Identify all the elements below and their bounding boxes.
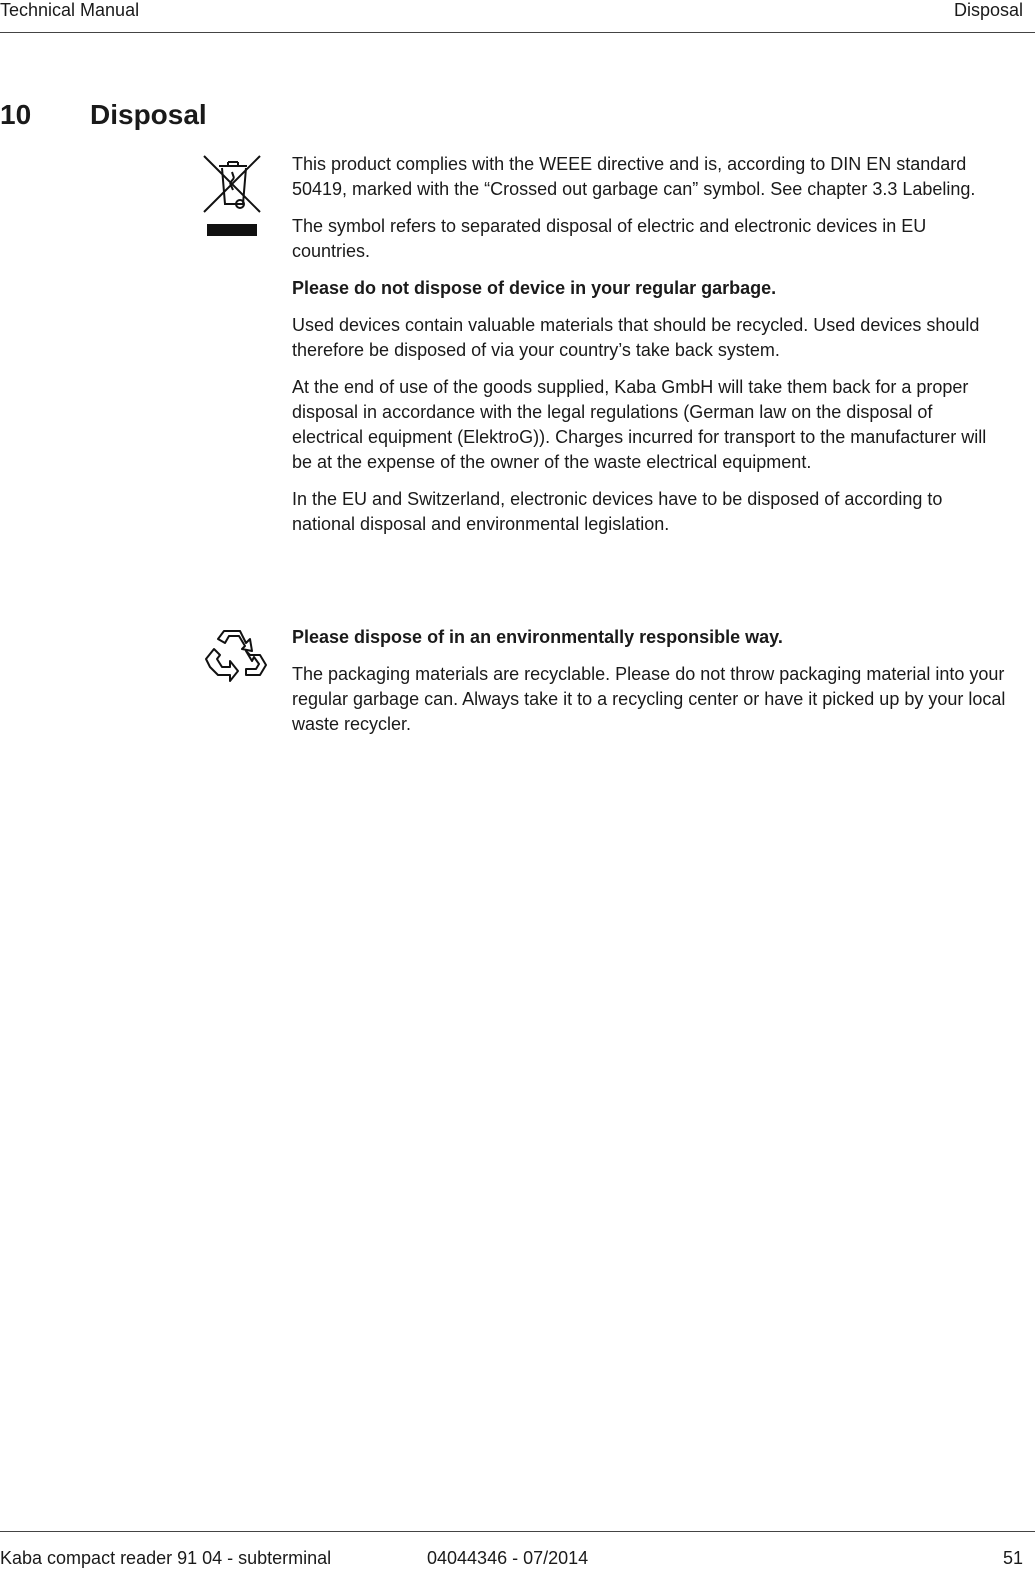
section-title — [0, 98, 207, 132]
weee-paragraph: In the EU and Switzerland, electronic devices have to be disposed of according to national disposal and environmental legislation. — [292, 489, 943, 534]
weee-text — [292, 152, 1008, 549]
weee-paragraph: This product complies with the WEEE directive and is, according to DIN EN standard 50419, marked with the “Crossed out garbage can” symbol. See chapter 3.3 Labeling. — [292, 154, 976, 199]
recycling-text — [292, 625, 1008, 749]
footer-product-name: Kaba compact reader 91 04 - subterminal — [0, 1548, 332, 1568]
recycling-icon — [200, 625, 268, 696]
weee-paragraph: The symbol refers to separated disposal of electric and electronic devices in EU countries. — [292, 216, 927, 261]
footer-page-number: 51 — [1002, 1548, 1023, 1568]
section-title-text: Disposal — [90, 99, 207, 130]
crossed-out-garbage-can-icon — [200, 152, 264, 243]
page-header — [0, 0, 1035, 33]
weee-paragraph: At the end of use of the goods supplied, Kaba GmbH will take them back for a proper disposal in accordance with the legal regulations (German law on the disposal of electrical equipment (ElektroG)). Charges incurred for transport to the manufacturer will be at the expense of the owner of the waste electrical equipment. — [292, 377, 987, 472]
page-footer — [0, 1531, 1035, 1586]
weee-warning: Please do not dispose of device in your regular garbage. — [292, 278, 777, 298]
recycling-heading: Please dispose of in an environmentally responsible way. — [292, 627, 783, 647]
section-number: 10 — [0, 99, 32, 130]
header-manual-title: Technical Manual — [0, 0, 140, 20]
header-chapter-name: Disposal — [953, 0, 1023, 20]
recycling-paragraph: The packaging materials are recyclable. Please do not throw packaging material into your regular garbage can. Always take it to a recycling center or have it picked up by your local waste recycler. — [292, 664, 1006, 734]
footer-document-number: 04044346 - 07/2014 — [427, 1548, 589, 1568]
weee-paragraph: Used devices contain valuable materials that should be recycled. Used devices should therefore be disposed of via your country’s take back system. — [292, 315, 980, 360]
